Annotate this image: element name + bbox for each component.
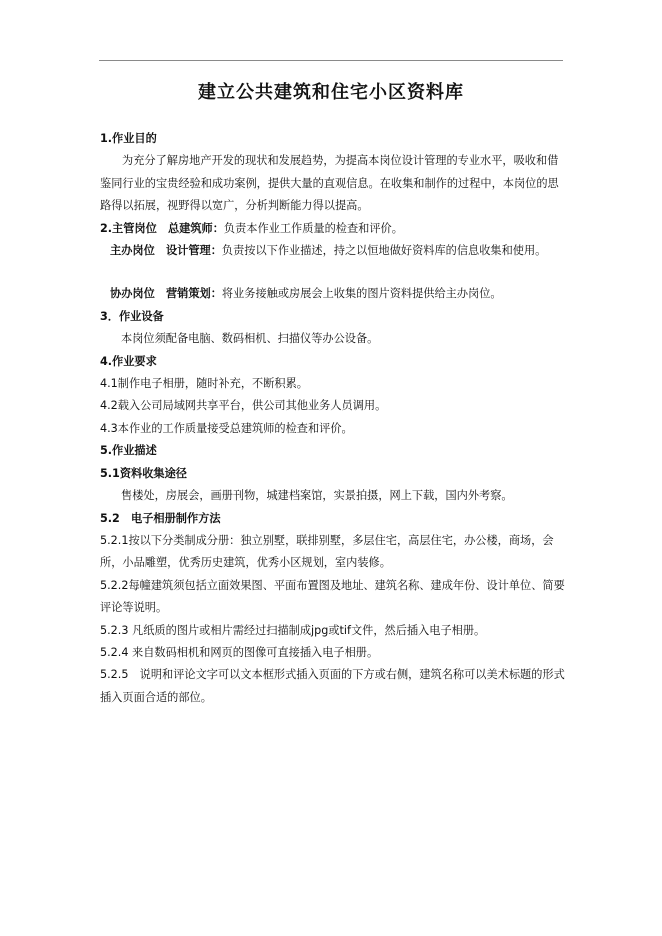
section-2c-row bbox=[100, 283, 565, 305]
section-5-2-4: 5.2.4 来自数码相机和网页的图像可直接插入电子相册。 bbox=[100, 645, 379, 659]
section-2c-text: 将业务接触或房展会上收集的图片资料提供给主办岗位。 bbox=[221, 287, 502, 301]
header-rule bbox=[99, 60, 563, 61]
section-2b-text: 负责按以下作业描述，持之以恒地做好资料库的信息收集和使用。 bbox=[221, 244, 547, 258]
section-4-2: 4.2载入公司局域网共享平台，供公司其他业务人员调用。 bbox=[100, 399, 387, 413]
section-2-text: 负责本作业工作质量的检查和评价。 bbox=[223, 221, 403, 235]
section-2c-label: 协办岗位 营销策划： bbox=[110, 287, 222, 301]
document-title: 建立公共建筑和住宅小区资料库 bbox=[198, 82, 464, 103]
section-4-1: 4.1制作电子相册，随时补充，不断积累。 bbox=[100, 377, 308, 391]
section-5-2-2: 5.2.2每幢建筑须包括立面效果图、平面布置图及地址、建筑名称、建成年份、设计单位、简要评论等说明。 bbox=[100, 578, 565, 615]
section-2-row bbox=[100, 218, 565, 240]
section-2b-row bbox=[100, 240, 565, 262]
section-4-3: 4.3本作业的工作质量接受总建筑师的检查和评价。 bbox=[100, 421, 353, 435]
section-5-1-body: 售楼处，房展会，画册刊物，城建档案馆，实景拍摄，网上下载，国内外考察。 bbox=[121, 489, 513, 503]
section-5-2-3: 5.2.3 凡纸质的图片或相片需经过扫描制成jpg或tif文件，然后插入电子相册。 bbox=[100, 623, 486, 637]
section-2-label: 2.主管岗位 总建筑师： bbox=[100, 221, 224, 235]
section-1-body: 为充分了解房地产开发的现状和发展趋势，为提高本岗位设计管理的专业水平，吸收和借鉴同行业的宝贵经验和成功案例，提供大量的直观信息。在收集和制作的过程中，本岗位的思路得以拓展，视野得以宽广，分析判断能力得以提高。 bbox=[100, 154, 559, 213]
section-5-2-heading: 5.2 电子相册制作方法 bbox=[100, 511, 221, 525]
section-4-heading: 4.作业要求 bbox=[100, 354, 157, 368]
section-5-2-5: 5.2.5 说明和评论文字可以文本框形式插入页面的下方或右侧，建筑名称可以美术标题的形式插入页面合适的部位。 bbox=[100, 668, 565, 704]
section-5-heading: 5.作业描述 bbox=[100, 444, 157, 458]
section-3-heading: 3．作业设备 bbox=[100, 309, 164, 323]
section-5-2-1: 5.2.1按以下分类制成分册：独立别墅，联排别墅，多层住宅，高层住宅，办公楼，商场，会所，小品雕塑，优秀历史建筑，优秀小区规划，室内装修。 bbox=[100, 533, 554, 570]
document-body bbox=[100, 128, 565, 709]
section-1-heading: 1.作业目的 bbox=[100, 132, 157, 145]
section-2b-label: 主办岗位 设计管理： bbox=[110, 244, 222, 258]
blank-line bbox=[100, 262, 565, 283]
section-5-1-heading: 5.1资料收集途径 bbox=[100, 466, 187, 480]
section-3-body: 本岗位须配备电脑、数码相机、扫描仪等办公设备。 bbox=[121, 332, 379, 346]
